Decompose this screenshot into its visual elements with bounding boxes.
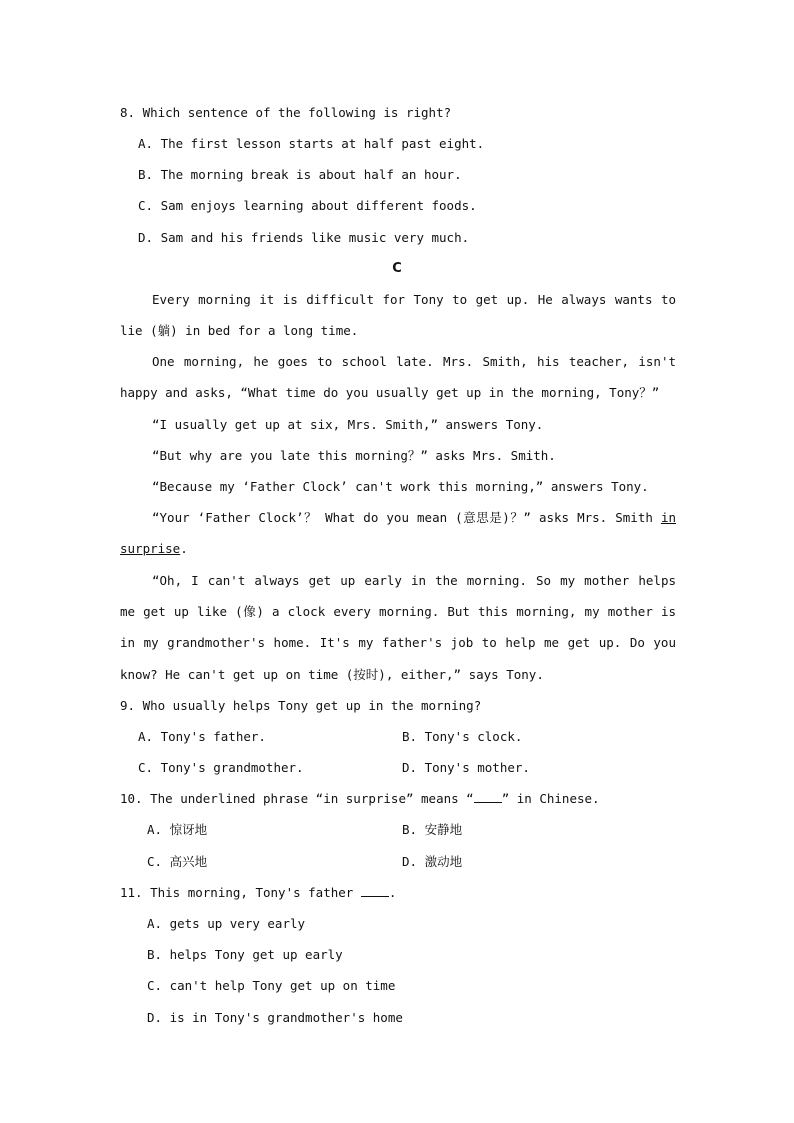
passage-text: One morning, he goes to school late. Mrs. Smith, his teacher, isn't happy and asks, “What time do you usually get up in the morning, Tony？” bbox=[120, 354, 676, 401]
q10-option-d: D. 激动地 bbox=[402, 854, 463, 869]
q10-stem-text: ” in Chinese. bbox=[501, 791, 600, 806]
passage-text: “Oh, I can't always get up early in the morning. So my mother helps me get up like (像) a clock every morning. But this morning, my mother is in my grandmother's home. It's my father's job to help me get up. Do you know? He can't get up on time (按时), either,” says Tony. bbox=[120, 573, 676, 682]
section-heading-c: C bbox=[392, 261, 402, 276]
q8-option-b: B. The morning break is about half an hour. bbox=[138, 167, 462, 182]
q10-option-a: A. 惊讶地 bbox=[147, 822, 208, 837]
passage-paragraph-2 bbox=[120, 346, 676, 408]
q10-option-c: C. 高兴地 bbox=[147, 854, 208, 869]
q10-option-b: B. 安静地 bbox=[402, 822, 463, 837]
passage-paragraph-5 bbox=[120, 471, 676, 502]
passage-text: “I usually get up at six, Mrs. Smith,” answers Tony. bbox=[152, 417, 544, 432]
q11-option-a: A. gets up very early bbox=[147, 916, 306, 931]
answer-blank bbox=[474, 790, 502, 803]
q9-option-a: A. Tony's father. bbox=[138, 729, 266, 744]
passage-text: “But why are you late this morning？” asks Mrs. Smith. bbox=[152, 448, 556, 463]
q11-stem-text: 11. This morning, Tony's father bbox=[120, 885, 361, 900]
q9-stem: 9. Who usually helps Tony get up in the morning? bbox=[120, 698, 482, 713]
q8-option-d: D. Sam and his friends like music very much. bbox=[138, 230, 470, 245]
q9-option-b: B. Tony's clock. bbox=[402, 729, 523, 744]
q11-stem bbox=[120, 883, 680, 903]
passage-text: . bbox=[180, 541, 188, 557]
passage-text: “Your ‘Father Clock’？ What do you mean (意思是)？” asks Mrs. Smith bbox=[152, 510, 661, 525]
q8-stem: 8. Which sentence of the following is right? bbox=[120, 105, 452, 120]
q9-option-c: C. Tony's grandmother. bbox=[138, 760, 304, 775]
passage-paragraph-1 bbox=[120, 284, 676, 346]
q8-option-c: C. Sam enjoys learning about different foods. bbox=[138, 198, 477, 213]
passage-paragraph-3 bbox=[120, 409, 676, 440]
passage-paragraph-4 bbox=[120, 440, 676, 471]
passage-paragraph-7 bbox=[120, 565, 676, 690]
q10-stem-text: 10. The underlined phrase “in surprise” means “ bbox=[120, 791, 474, 806]
passage-paragraph-6 bbox=[120, 502, 676, 564]
q8-option-a: A. The first lesson starts at half past eight. bbox=[138, 136, 485, 151]
passage-text: “Because my ‘Father Clock’ can't work this morning,” answers Tony. bbox=[152, 479, 649, 494]
answer-blank bbox=[361, 884, 389, 897]
q11-option-b: B. helps Tony get up early bbox=[147, 947, 343, 962]
q11-option-c: C. can't help Tony get up on time bbox=[147, 978, 396, 993]
passage-text: Every morning it is difficult for Tony to get up. He always wants to lie (躺) in bed for a long time. bbox=[120, 292, 676, 339]
underlined-phrase: in surprise bbox=[120, 510, 676, 557]
q11-stem-text: . bbox=[388, 885, 397, 900]
q11-option-d: D. is in Tony's grandmother's home bbox=[147, 1010, 403, 1025]
q9-option-d: D. Tony's mother. bbox=[402, 760, 530, 775]
q10-stem bbox=[120, 789, 680, 809]
